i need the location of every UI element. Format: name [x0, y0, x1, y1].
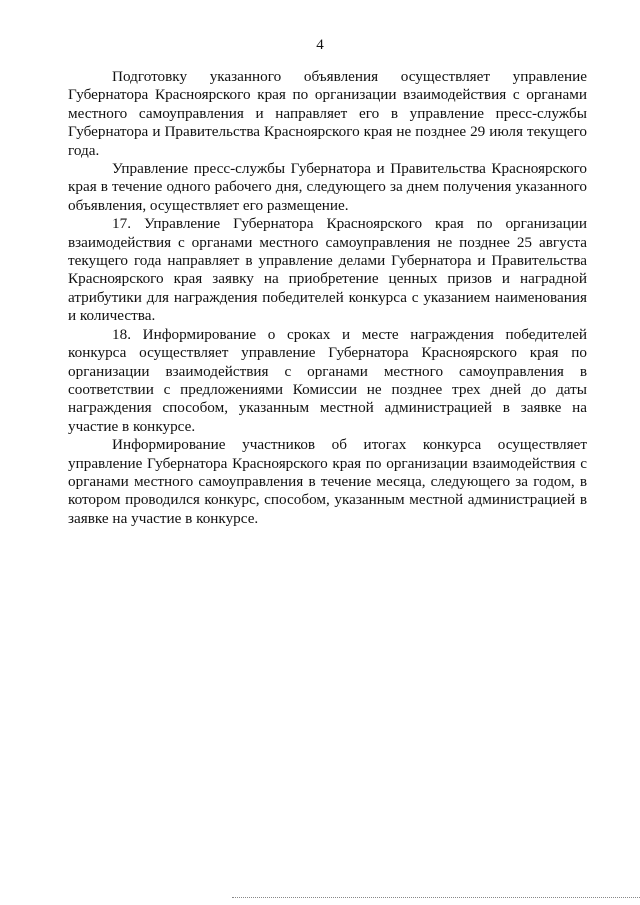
paragraph-announcement-preparation: Подготовку указанного объявления осуществляет управление Губернатора Красноярского края по организации взаимодействия с органами местного самоуправления и направляет его в управление пресс-службы Губернатора и Правительства Красноярского края не позднее 29 июля текущего года. [68, 68, 587, 159]
footer-divider [232, 897, 640, 898]
paragraph-results-informing: Информирование участников об итогах конкурса осуществляет управление Губернатора Красноярского края по организации взаимодействия с органами местного самоуправления в течение месяца, следующего за годом, в котором проводился конкурс, способом, указанным местной администрацией в заявке на участие в конкурсе. [68, 436, 587, 527]
page-number: 4 [316, 37, 324, 53]
paragraph-item-18: 18. Информирование о сроках и месте награждения победителей конкурса осуществляет управление Губернатора Красноярского края по организации взаимодействия с органами местного самоуправления в соответствии с предложениями Комиссии не позднее трех дней до даты награждения способом, указанным местной администрацией в заявке на участие в конкурсе. [68, 325, 587, 435]
paragraph-item-17: 17. Управление Губернатора Красноярского края по организации взаимодействия с органами местного самоуправления не позднее 25 августа текущего года направляет в управление делами Губернатора и Правительства Красноярского края заявку на приобретение ценных призов и наградной атрибутики для награждения победителей конкурса с указанием наименования и количества. [68, 215, 587, 325]
document-body [68, 68, 587, 528]
paragraph-press-service-placement: Управление пресс-службы Губернатора и Правительства Красноярского края в течение одного рабочего дня, следующего за днем получения указанного объявления, осуществляет его размещение. [68, 160, 587, 214]
